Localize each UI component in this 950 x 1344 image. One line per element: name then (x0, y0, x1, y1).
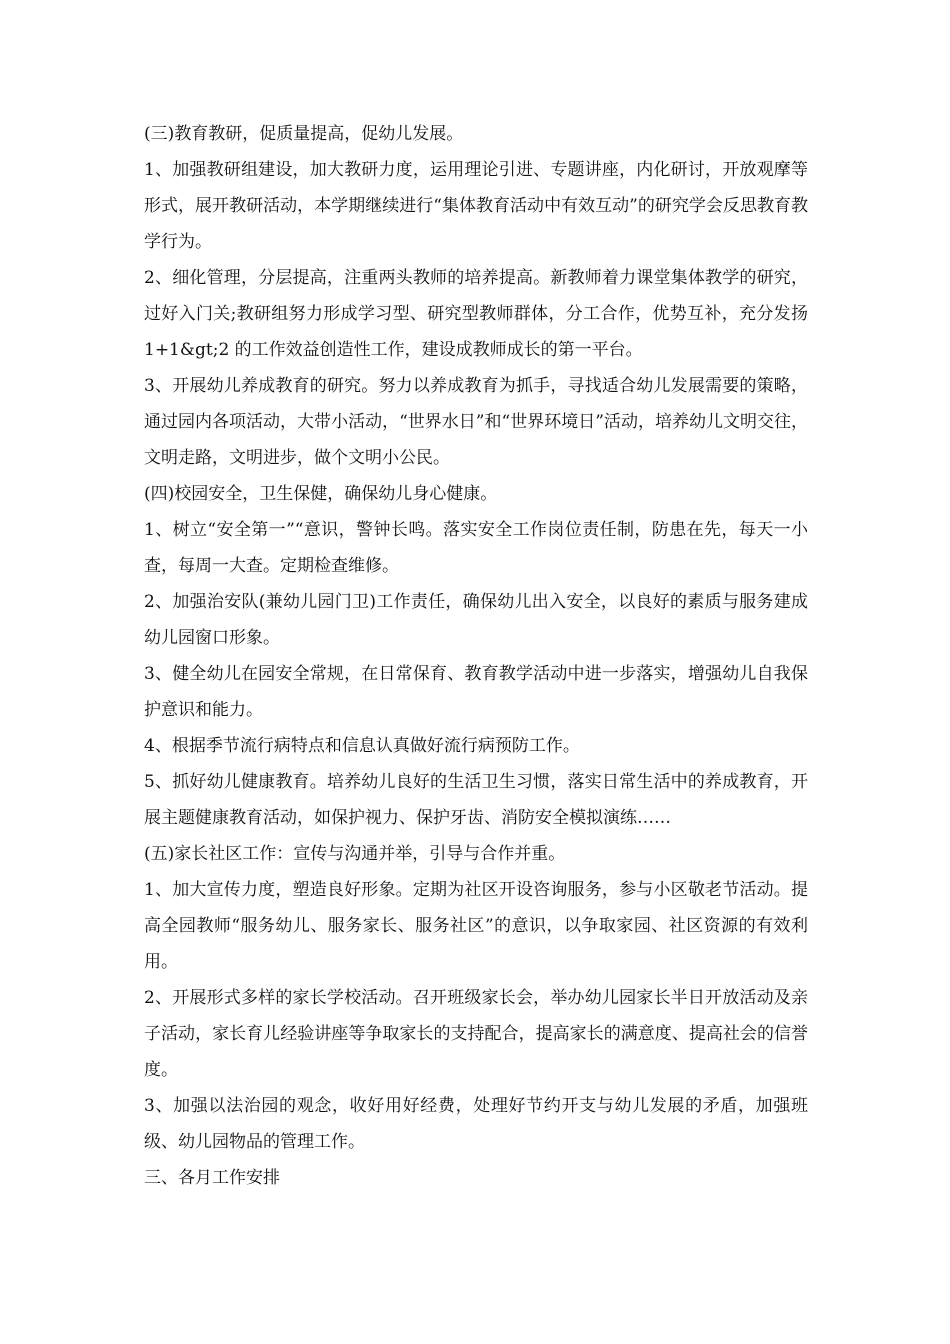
paragraph-teacher-training: 2、细化管理，分层提高，注重两头教师的培养提高。新教师着力课堂集体教学的研究，过好入门关;教研组努力形成学习型、研究型教师群体，分工合作，优势互补，充分发扬 1+1&gt;2 的工作效益创造性工作，建设成教师成长的第一平台。 (144, 268, 808, 360)
paragraph-epidemic-prevention: 4、根据季节流行病特点和信息认真做好流行病预防工作。 (144, 736, 580, 756)
paragraph-parent-school: 2、开展形式多样的家长学校活动。召开班级家长会，举办幼儿园家长半日开放活动及亲子活动，家长育儿经验讲座等争取家长的支持配合，提高家长的满意度、提高社会的信誉度。 (144, 988, 808, 1080)
paragraph-research-group: 1、加强教研组建设，加大教研力度，运用理论引进、专题讲座，内化研讨，开放观摩等形式，展开教研活动，本学期继续进行“集体教育活动中有效互动”的研究学会反思教育教学行为。 (144, 160, 808, 252)
paragraph-safety-first: 1、树立“安全第一”“意识，警钟长鸣。落实安全工作岗位责任制，防患在先，每天一小查，每周一大查。定期检查维修。 (144, 520, 808, 576)
paragraph-security-team: 2、加强治安队(兼幼儿园门卫)工作责任，确保幼儿出入安全，以良好的素质与服务建成幼儿园窗口形象。 (144, 592, 808, 648)
section-heading-campus-safety: (四)校园安全，卫生保健，确保幼儿身心健康。 (144, 484, 498, 504)
section-heading-monthly-schedule: 三、各月工作安排 (144, 1168, 280, 1188)
paragraph-safety-routine: 3、健全幼儿在园安全常规，在日常保育、教育教学活动中进一步落实，增强幼儿自我保护意识和能力。 (144, 664, 808, 720)
paragraph-funding-management: 3、加强以法治园的观念，收好用好经费，处理好节约开支与幼儿发展的矛盾，加强班级、幼儿园物品的管理工作。 (144, 1096, 808, 1152)
paragraph-health-education: 5、抓好幼儿健康教育。培养幼儿良好的生活卫生习惯，落实日常生活中的养成教育，开展主题健康教育活动，如保护视力、保护牙齿、消防安全模拟演练…… (144, 772, 808, 828)
paragraph-habit-education: 3、开展幼儿养成教育的研究。努力以养成教育为抓手，寻找适合幼儿发展需要的策略，通过园内各项活动，大带小活动，“世界水日”和“世界环境日”活动，培养幼儿文明交往，文明走路，文明进步，做个文明小公民。 (144, 376, 808, 468)
document-body (144, 116, 808, 1196)
section-heading-parent-community: (五)家长社区工作：宣传与沟通并举，引导与合作并重。 (144, 844, 566, 864)
paragraph-publicity: 1、加大宣传力度，塑造良好形象。定期为社区开设咨询服务，参与小区敬老节活动。提高全园教师“服务幼儿、服务家长、服务社区”的意识，以争取家园、社区资源的有效利用。 (144, 880, 808, 972)
section-heading-education-research: (三)教育教研，促质量提高，促幼儿发展。 (144, 124, 464, 144)
